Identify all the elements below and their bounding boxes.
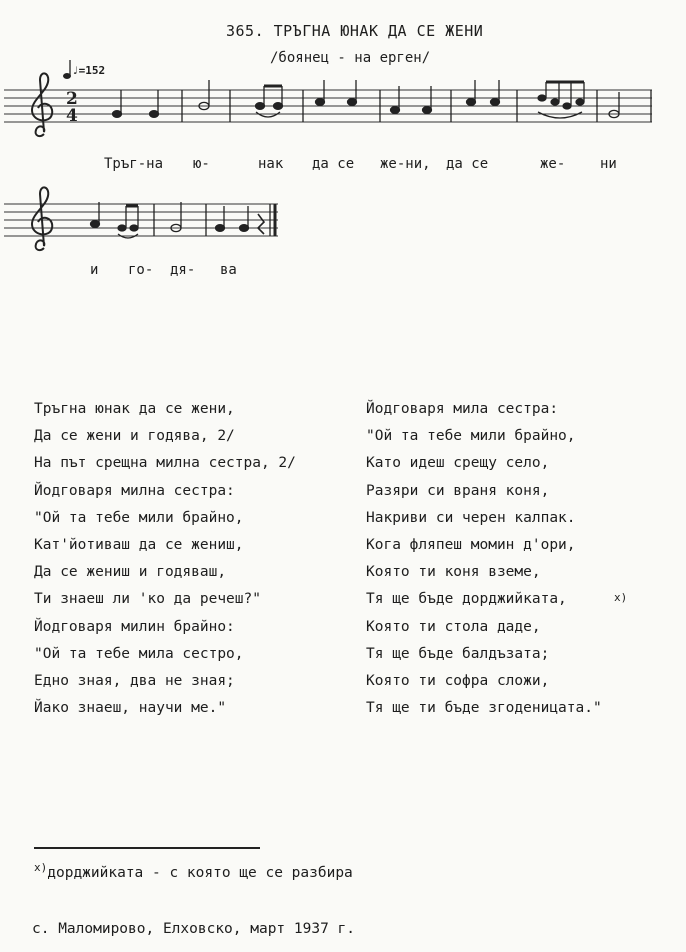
verse-line: Разяри си враня коня, (366, 482, 550, 499)
verses-right-column (366, 396, 602, 722)
verse-line: Тя ще бъде балдъзата; (366, 645, 550, 662)
note (348, 99, 357, 106)
song-subtitle: /боянец - на ерген/ (270, 50, 431, 66)
syllable: Тръг-на (104, 156, 164, 172)
verses-left-column (34, 396, 296, 722)
note (113, 111, 122, 118)
verse-line: Тя ще ти бъде згоденицата." (366, 700, 602, 717)
tempo-marking: ♩=152 (72, 64, 106, 77)
note (538, 95, 546, 101)
footnote (34, 861, 353, 881)
syllable: ю- (193, 156, 210, 172)
verse-line: Тръгна юнак да се жени, (34, 401, 235, 417)
verse-line: Йодговаря милна сестра: (34, 482, 235, 499)
treble-clef-icon (32, 73, 52, 136)
syllable: го- (128, 262, 154, 278)
syllable: да се (312, 156, 355, 172)
treble-clef-icon (32, 187, 52, 250)
syllable: да се (446, 156, 489, 172)
note (563, 103, 571, 109)
syllable: ва (220, 262, 237, 278)
svg-text:4: 4 (66, 106, 78, 126)
note (130, 225, 138, 231)
song-title: 365. ТРЪГНА ЮНАК ДА СЕ ЖЕНИ (226, 22, 484, 40)
verse-line: Кога фляпеш момин д'ори, (366, 536, 576, 553)
note (118, 225, 126, 231)
note (274, 103, 283, 110)
syllable: же-ни, (380, 156, 431, 172)
verse-line: Която ти стола даде, (366, 618, 541, 635)
note (423, 107, 432, 114)
syllable: и (90, 262, 99, 278)
tempo-note-icon (64, 60, 71, 79)
verse-line: Която ти софра сложи, (366, 672, 550, 689)
verse-line: На път срещна милна сестра, 2/ (34, 455, 296, 472)
staff-2 (4, 204, 278, 236)
footnote-text: дорджийката - с която ще се разбира (47, 864, 353, 881)
footnote-divider (34, 847, 260, 849)
verse-line: "Ой та тебе мила сестро, (34, 645, 244, 662)
verse-line: "Ой та тебе мили брайно, (34, 509, 244, 526)
verse-line: Като идеш срещу село, (366, 455, 550, 472)
verse-line: Накриви си черен калпак. (366, 509, 576, 526)
verse-line: Йодговаря милин брайно: (34, 618, 235, 635)
note (91, 221, 100, 228)
note (256, 103, 265, 110)
note (491, 99, 500, 106)
note (150, 111, 159, 118)
verse-line: Йодговаря мила сестра: (366, 401, 559, 417)
time-signature (66, 89, 78, 126)
verse-line: Която ти коня вземе, (366, 564, 541, 581)
verse-line: Йако знаеш, научи ме." (34, 700, 227, 717)
syllable: нак (258, 156, 284, 172)
verse-line: Да се жени и годява, 2/ (34, 428, 235, 445)
verse-line: Едно зная, два не зная; (34, 672, 235, 689)
syllable: ни (600, 156, 617, 172)
note (576, 99, 584, 105)
verse-line: Тя ще бъде дорджийката, (366, 591, 567, 608)
verse-line: Кат'йотиваш да се жениш, (34, 536, 244, 553)
note (316, 99, 325, 106)
svg-text:2: 2 (66, 89, 78, 109)
verse-line: "Ой та тебе мили брайно, (366, 428, 576, 445)
origin-note: с. Маломирово, Елховско, март 1937 г. (32, 921, 356, 937)
note (391, 107, 400, 114)
note (551, 99, 559, 105)
note (467, 99, 476, 106)
footnote-mark: x) (34, 861, 48, 874)
music-score (0, 0, 686, 260)
syllable: дя- (170, 262, 196, 278)
note (216, 225, 225, 232)
note (240, 225, 249, 232)
verse-line: Да се жениш и годяваш, (34, 564, 227, 581)
verse-line: Ти знаеш ли 'ко да речеш?" (34, 591, 261, 608)
syllable: же- (540, 156, 566, 172)
footnote-marker: x) (614, 591, 628, 604)
